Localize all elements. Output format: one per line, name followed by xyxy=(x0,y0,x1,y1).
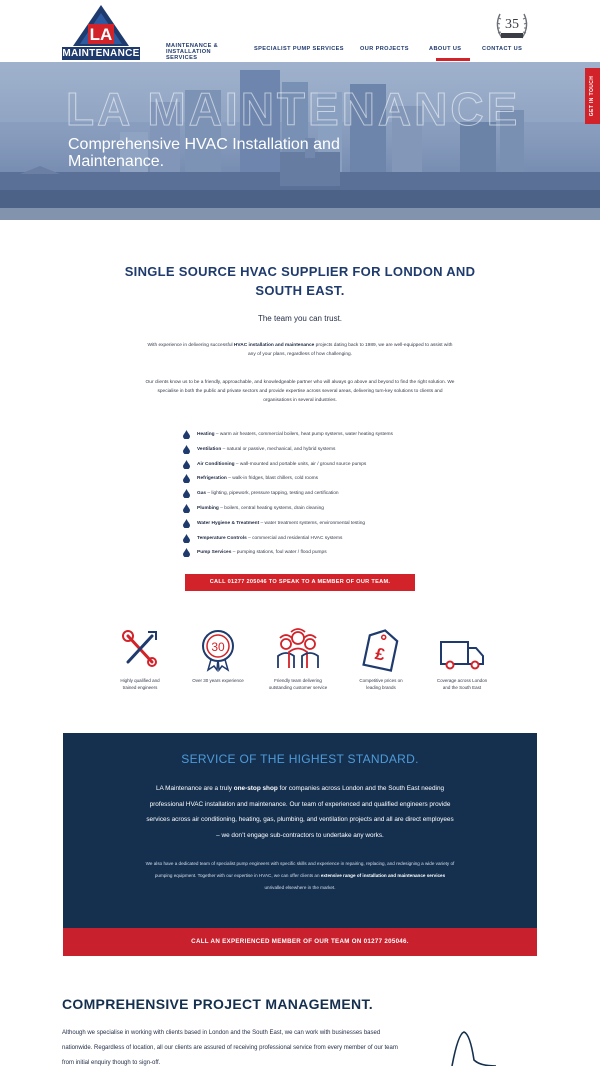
panel-secondary-text xyxy=(145,858,455,894)
anniversary-badge-icon xyxy=(492,6,532,46)
intro-paragraph-1 xyxy=(145,342,455,360)
svg-text:30: 30 xyxy=(211,640,225,654)
feature-friendly-team xyxy=(266,628,330,691)
panel-main-text xyxy=(145,781,455,843)
hero-banner xyxy=(0,62,600,220)
service-desc: – wall-mounted and portable units, air / ground source pumps xyxy=(234,461,367,467)
water-drop-icon xyxy=(183,489,190,498)
text-strong: one-stop shop xyxy=(233,785,278,792)
service-desc: – pumping stations, foul water / flood pumps xyxy=(231,550,327,556)
label-line: Competitive prices on xyxy=(359,678,403,683)
text-strong: extensive range of installation and maintenance services xyxy=(320,873,446,878)
project-management-heading: COMPREHENSIVE PROJECT MANAGEMENT. xyxy=(62,996,373,1012)
text-span: With experience in delivering successful xyxy=(147,343,234,348)
svg-text:35: 35 xyxy=(505,17,519,32)
call-engineer-button[interactable]: CALL AN EXPERIENCED MEMBER OF OUR TEAM ON 01277 205046. xyxy=(63,928,537,956)
water-drop-icon xyxy=(183,534,190,543)
nav-contact-us[interactable]: CONTACT US xyxy=(482,46,523,52)
water-drop-icon xyxy=(183,474,190,483)
nav-label-line1: MAINTENANCE & xyxy=(166,43,219,49)
list-item xyxy=(183,445,483,460)
service-desc: – warm air heaters, commercial boilers, heat pump systems, water heating systems xyxy=(214,432,393,437)
price-tag-icon xyxy=(357,628,405,672)
service-name: Water Hygiene & Treatment xyxy=(197,520,260,526)
list-item xyxy=(183,548,483,563)
list-item xyxy=(183,519,483,534)
tools-icon xyxy=(120,628,160,672)
list-item xyxy=(183,460,483,475)
services-list xyxy=(183,430,483,563)
text-span: LA Maintenance are a truly xyxy=(155,785,234,792)
svg-text:£: £ xyxy=(373,644,387,665)
call-to-speak-button[interactable]: CALL 01277 205046 TO SPEAK TO A MEMBER OF OUR TEAM. xyxy=(185,574,415,591)
feature-competitive-prices xyxy=(349,628,413,691)
service-name: Plumbing xyxy=(197,505,219,511)
service-name: Pump Services xyxy=(197,550,232,556)
service-desc: – commercial and residential HVAC systems xyxy=(246,535,343,541)
intro-paragraph-2: Our clients know us to be a friendly, approachable, and knowledgeable partner who will always go above and beyond to find the right solution. We specialise in both the public and private sectors and provide expertise across several areas, delivering turn-key solutions to clients and organisations in several industries. xyxy=(145,380,455,403)
water-drop-icon xyxy=(183,445,190,454)
nav-about-us[interactable]: ABOUT US xyxy=(429,46,462,52)
feature-label xyxy=(108,677,172,691)
text-span: unrivalled elsewhere in the market. xyxy=(264,885,336,890)
feature-icons-row xyxy=(108,628,498,698)
get-in-touch-label: GET IN TOUCH xyxy=(589,75,595,117)
list-item xyxy=(183,474,483,489)
logo-wordmark: MAINTENANCE xyxy=(62,48,140,59)
feature-label xyxy=(430,677,494,691)
water-drop-icon xyxy=(183,430,190,439)
water-drop-icon xyxy=(183,548,190,557)
nav-specialist-pump-services[interactable]: SPECIALIST PUMP SERVICES xyxy=(254,46,344,52)
label-line: Friendly team delivering xyxy=(274,678,322,683)
label-line: outstanding customer service xyxy=(268,685,328,690)
service-name: Temperature Controls xyxy=(197,535,247,541)
feature-30-years xyxy=(186,628,250,684)
water-drop-icon xyxy=(183,460,190,469)
project-management-text: Although we specialise in working with clients based in London and the South East, we can work with businesses based nationwide. Regardless of location, all our clients are assured of receiving professional service from every member of our team from initial enquiry though to sign-off. xyxy=(62,1030,398,1066)
text-span: We also have a dedicated team of specialist pump engineers with specific skills and experience in repairing, replacing, and redesigning a wide variety of pumping equipment. Together with our expertise in HVAC, we can offer clients an xyxy=(145,861,455,878)
label-line: Highly qualified and xyxy=(120,678,160,683)
team-icon xyxy=(274,628,322,672)
list-item xyxy=(183,489,483,504)
svg-text:LA: LA xyxy=(89,25,113,44)
service-desc: – lighting, pipework, pressure tapping, testing and certification xyxy=(206,491,339,497)
award-30-icon xyxy=(198,628,238,672)
list-item xyxy=(183,534,483,549)
list-item xyxy=(183,504,483,519)
service-name: Air Conditioning xyxy=(197,461,235,467)
text-span: projects dating back to 1989, we are well-equipped to assist with any of your plans, regardless of how challenging. xyxy=(248,343,453,357)
van-icon xyxy=(438,628,486,672)
nav-label-line2: INSTALLATION SERVICES xyxy=(166,49,211,61)
service-desc: – water treatment systems, environmental testing xyxy=(259,520,366,526)
water-drop-icon xyxy=(183,504,190,513)
site-header xyxy=(0,0,600,62)
main-navigation xyxy=(152,44,528,62)
decorative-curve-icon xyxy=(440,1030,500,1066)
service-name: Ventilation xyxy=(197,446,222,452)
label-line: and the South East xyxy=(442,685,482,690)
service-standard-panel xyxy=(63,733,537,956)
nav-maintenance-installation[interactable] xyxy=(152,41,236,59)
get-in-touch-tab[interactable] xyxy=(585,68,600,124)
hero-title: Comprehensive HVAC Installation and Maintenance. xyxy=(68,136,340,170)
hero-background-word: LA MAINTENANCE xyxy=(66,83,521,135)
feature-label xyxy=(266,677,330,691)
label-line: Coverage across London xyxy=(436,678,488,683)
active-nav-indicator xyxy=(436,58,470,61)
la-maintenance-logo[interactable] xyxy=(62,4,140,60)
service-name: Refrigeration xyxy=(197,476,227,482)
label-line: Over 30 years experience xyxy=(192,678,244,683)
feature-qualified-engineers xyxy=(108,628,172,691)
service-desc: – boilers, central heating systems, drain cleaning xyxy=(218,505,324,511)
service-desc: – natural or passive, mechanical, and hybrid systems xyxy=(221,446,336,452)
service-name: Heating xyxy=(197,432,215,437)
feature-label xyxy=(349,677,413,691)
text-span: for companies across London and the South East needing professional HVAC installation and maintenance. Our team of experienced and qualified engineers provide services across air conditioning, heating, gas, plumbing, and ventilation projects and all are direct employees – we don’t engage sub-contractors to undertake any works. xyxy=(146,785,454,839)
water-drop-icon xyxy=(183,519,190,528)
label-line: leading brands xyxy=(366,685,396,690)
feature-label xyxy=(186,677,250,684)
service-name: Gas xyxy=(197,491,207,497)
nav-our-projects[interactable]: OUR PROJECTS xyxy=(360,46,409,52)
feature-coverage xyxy=(430,628,494,691)
intro-heading: SINGLE SOURCE HVAC SUPPLIER FOR LONDON AND SOUTH EAST. xyxy=(124,264,476,298)
list-item xyxy=(183,430,483,445)
label-line: trained engineers xyxy=(122,685,158,690)
panel-heading: SERVICE OF THE HIGHEST STANDARD. xyxy=(181,752,419,766)
service-desc: – walk-in fridges, blast chillers, cold rooms xyxy=(226,476,319,482)
logo-mark-icon xyxy=(72,4,130,46)
text-strong: HVAC installation and maintenance xyxy=(233,343,315,348)
intro-subheading: The team you can trust. xyxy=(257,314,343,323)
